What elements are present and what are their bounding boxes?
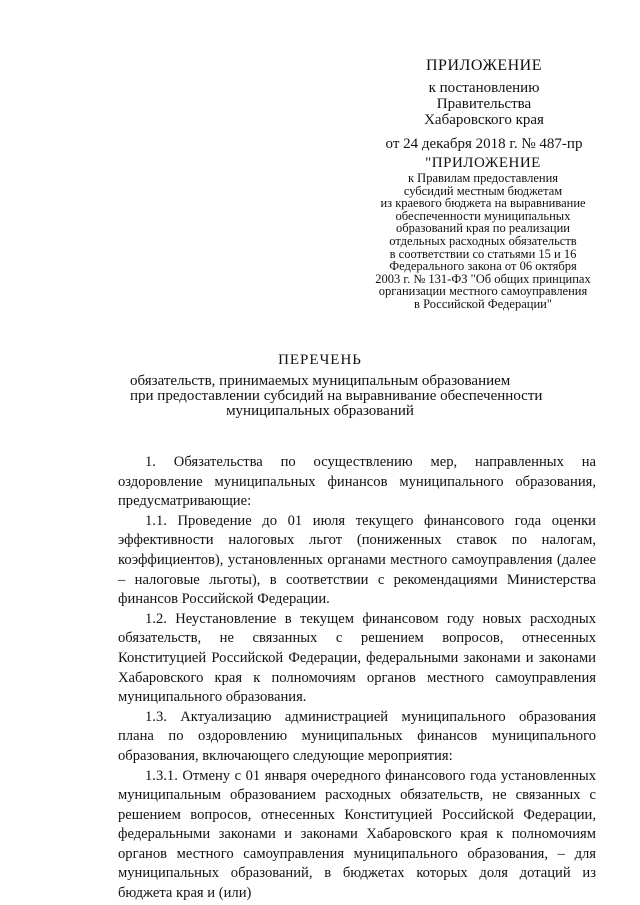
rules-line: организации местного самоуправления bbox=[378, 284, 588, 299]
paragraph-1-3-1: 1.3.1. Отмену с 01 января очередного финансового года установленных муниципальным образованием расходных обязательств, не связанных с решением вопросов, отнесенных Конституцией Российской Федерации, федеральными законами и законами Хабаровского края к полномочиям органов местного самоуправления муниципального образования, – для муниципальных образований, в бюджетах которых доля дотаций из бюджета края и (или) bbox=[118, 767, 596, 902]
appendix-header bbox=[378, 58, 590, 152]
appendix-line: к постановлению bbox=[428, 80, 540, 96]
subtitle-line: обязательств, принимаемых муниципальным образованием bbox=[130, 373, 511, 389]
rules-line: отдельных расходных обязательств bbox=[389, 233, 577, 248]
rules-line: образований края по реализации bbox=[396, 221, 570, 236]
rules-line: из краевого бюджета на выравнивание bbox=[380, 196, 586, 211]
rules-line: обеспеченности муниципальных bbox=[395, 208, 571, 223]
paragraph-1: 1. Обязательства по осуществлению мер, направленных на оздоровление муниципальных финансов муниципального образования, предусматривающие: bbox=[118, 454, 596, 510]
document-subtitle bbox=[130, 373, 543, 419]
rules-line: Федерального закона от 06 октября bbox=[389, 259, 577, 274]
rules-appendix-block bbox=[372, 156, 594, 311]
paragraph-1-3: 1.3. Актуализацию администрацией муниципального образования плана по оздоровлению муниципальных финансов муниципального образования, включающего следующие мероприятия: bbox=[118, 708, 596, 764]
subtitle-line: при предоставлении субсидий на выравнивание обеспеченности bbox=[130, 388, 543, 404]
paragraph-1-2: 1.2. Неустановление в текущем финансовом году новых расходных обязательств, не связанных с решением вопросов, отнесенных Конституцией Российской Федерации, федеральными законами и законами Хабаровского края к полномочиям органов местного самоуправления муниципального образования. bbox=[118, 610, 596, 706]
rules-line: в Российской Федерации" bbox=[414, 296, 552, 311]
paragraph-1-1: 1.1. Проведение до 01 июля текущего финансового года оценки эффективности налоговых льгот (пониженных ставок по налогам, коэффициентов), установленных органами местного самоуправления (далее – налоговые льготы), в соответствии с рекомендациями Министерства финансов Российской Федерации. bbox=[118, 512, 596, 608]
rules-line: в соответствии со статьями 15 и 16 bbox=[389, 246, 577, 261]
rules-title: "ПРИЛОЖЕНИЕ bbox=[425, 155, 541, 171]
appendix-line: Правительства bbox=[436, 96, 532, 112]
rules-line: 2003 г. № 131-ФЗ "Об общих принципах bbox=[375, 271, 591, 286]
appendix-date: от 24 декабря 2018 г. № 487-пр bbox=[385, 136, 583, 152]
rules-line: к Правилам предоставления bbox=[407, 171, 559, 185]
document-title: ПЕРЕЧЕНЬ bbox=[278, 352, 362, 368]
rules-line: субсидий местным бюджетам bbox=[403, 183, 563, 198]
appendix-line: Хабаровского края bbox=[424, 112, 544, 128]
subtitle-line: муниципальных образований bbox=[226, 403, 414, 419]
document-body bbox=[118, 453, 596, 904]
appendix-title: ПРИЛОЖЕНИЕ bbox=[425, 57, 542, 74]
